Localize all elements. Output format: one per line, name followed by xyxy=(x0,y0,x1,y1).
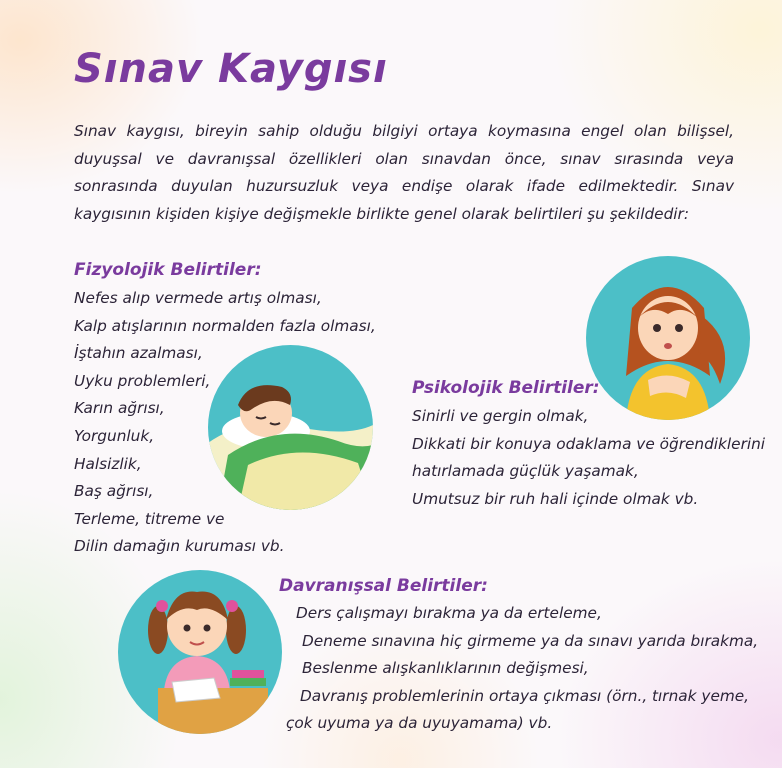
studying-child-illustration xyxy=(118,570,282,734)
list-item: Deneme sınavına hiç girmeme ya da sınavı yarıda bırakma, xyxy=(302,631,759,650)
worried-child-illustration xyxy=(586,256,750,420)
studying-child-icon xyxy=(118,570,282,734)
behavioral-heading: Davranışsal Belirtiler: xyxy=(279,576,488,596)
intro-paragraph: Sınav kaygısı, bireyin sahip olduğu bilgiyi ortaya koymasına engel olan bilişsel, duyuşsal ve davranışsal özellikleri olan sınavdan önce, sınav sırasında veya sonrasında duyulan huzursuzluk veya endişe olarak ifade edilmektedir. Sınav kaygısının kişiden kişiye değişmekle birlikte genel olarak belirtileri şu şekildedir: xyxy=(74,122,734,223)
sleeping-child-icon xyxy=(208,345,373,510)
psychological-list xyxy=(412,403,765,513)
list-item: Dikkati bir konuya odaklama ve öğrendiklerini xyxy=(412,434,766,453)
list-item: Terleme, titreme ve xyxy=(74,509,225,528)
page-title: Sınav Kaygısı xyxy=(74,46,388,92)
list-item: Sinirli ve gergin olmak, xyxy=(412,407,589,425)
list-item: Dilin damağın kuruması vb. xyxy=(74,537,285,556)
list-item: Umutsuz bir ruh hali içinde olmak vb. xyxy=(412,489,699,508)
list-item: Nefes alıp vermede artış olması, xyxy=(74,289,322,307)
psychological-heading: Psikolojik Belirtiler: xyxy=(412,378,600,398)
worried-child-icon xyxy=(586,256,750,420)
behavioral-list xyxy=(286,600,759,738)
list-item: İştahın azalması, xyxy=(74,344,203,363)
list-item: Kalp atışlarının normalden fazla olması, xyxy=(74,316,376,335)
physiological-heading: Fizyolojik Belirtiler: xyxy=(74,260,262,280)
list-item: Davranış problemlerinin ortaya çıkması (örn., tırnak yeme, xyxy=(300,686,750,705)
sleeping-child-illustration xyxy=(208,345,373,510)
list-item: Halsizlik, xyxy=(74,454,142,473)
list-item: Karın ağrısı, xyxy=(74,399,165,418)
list-item: Ders çalışmayı bırakma ya da erteleme, xyxy=(296,604,602,622)
list-item: Yorgunluk, xyxy=(74,426,155,445)
list-item: Baş ağrısı, xyxy=(74,482,154,501)
list-item: Beslenme alışkanlıklarının değişmesi, xyxy=(302,659,589,678)
list-item: hatırlamada güçlük yaşamak, xyxy=(412,462,639,481)
list-item: çok uyuma ya da uyuyamama) vb. xyxy=(286,714,553,733)
list-item: Uyku problemleri, xyxy=(74,371,211,390)
